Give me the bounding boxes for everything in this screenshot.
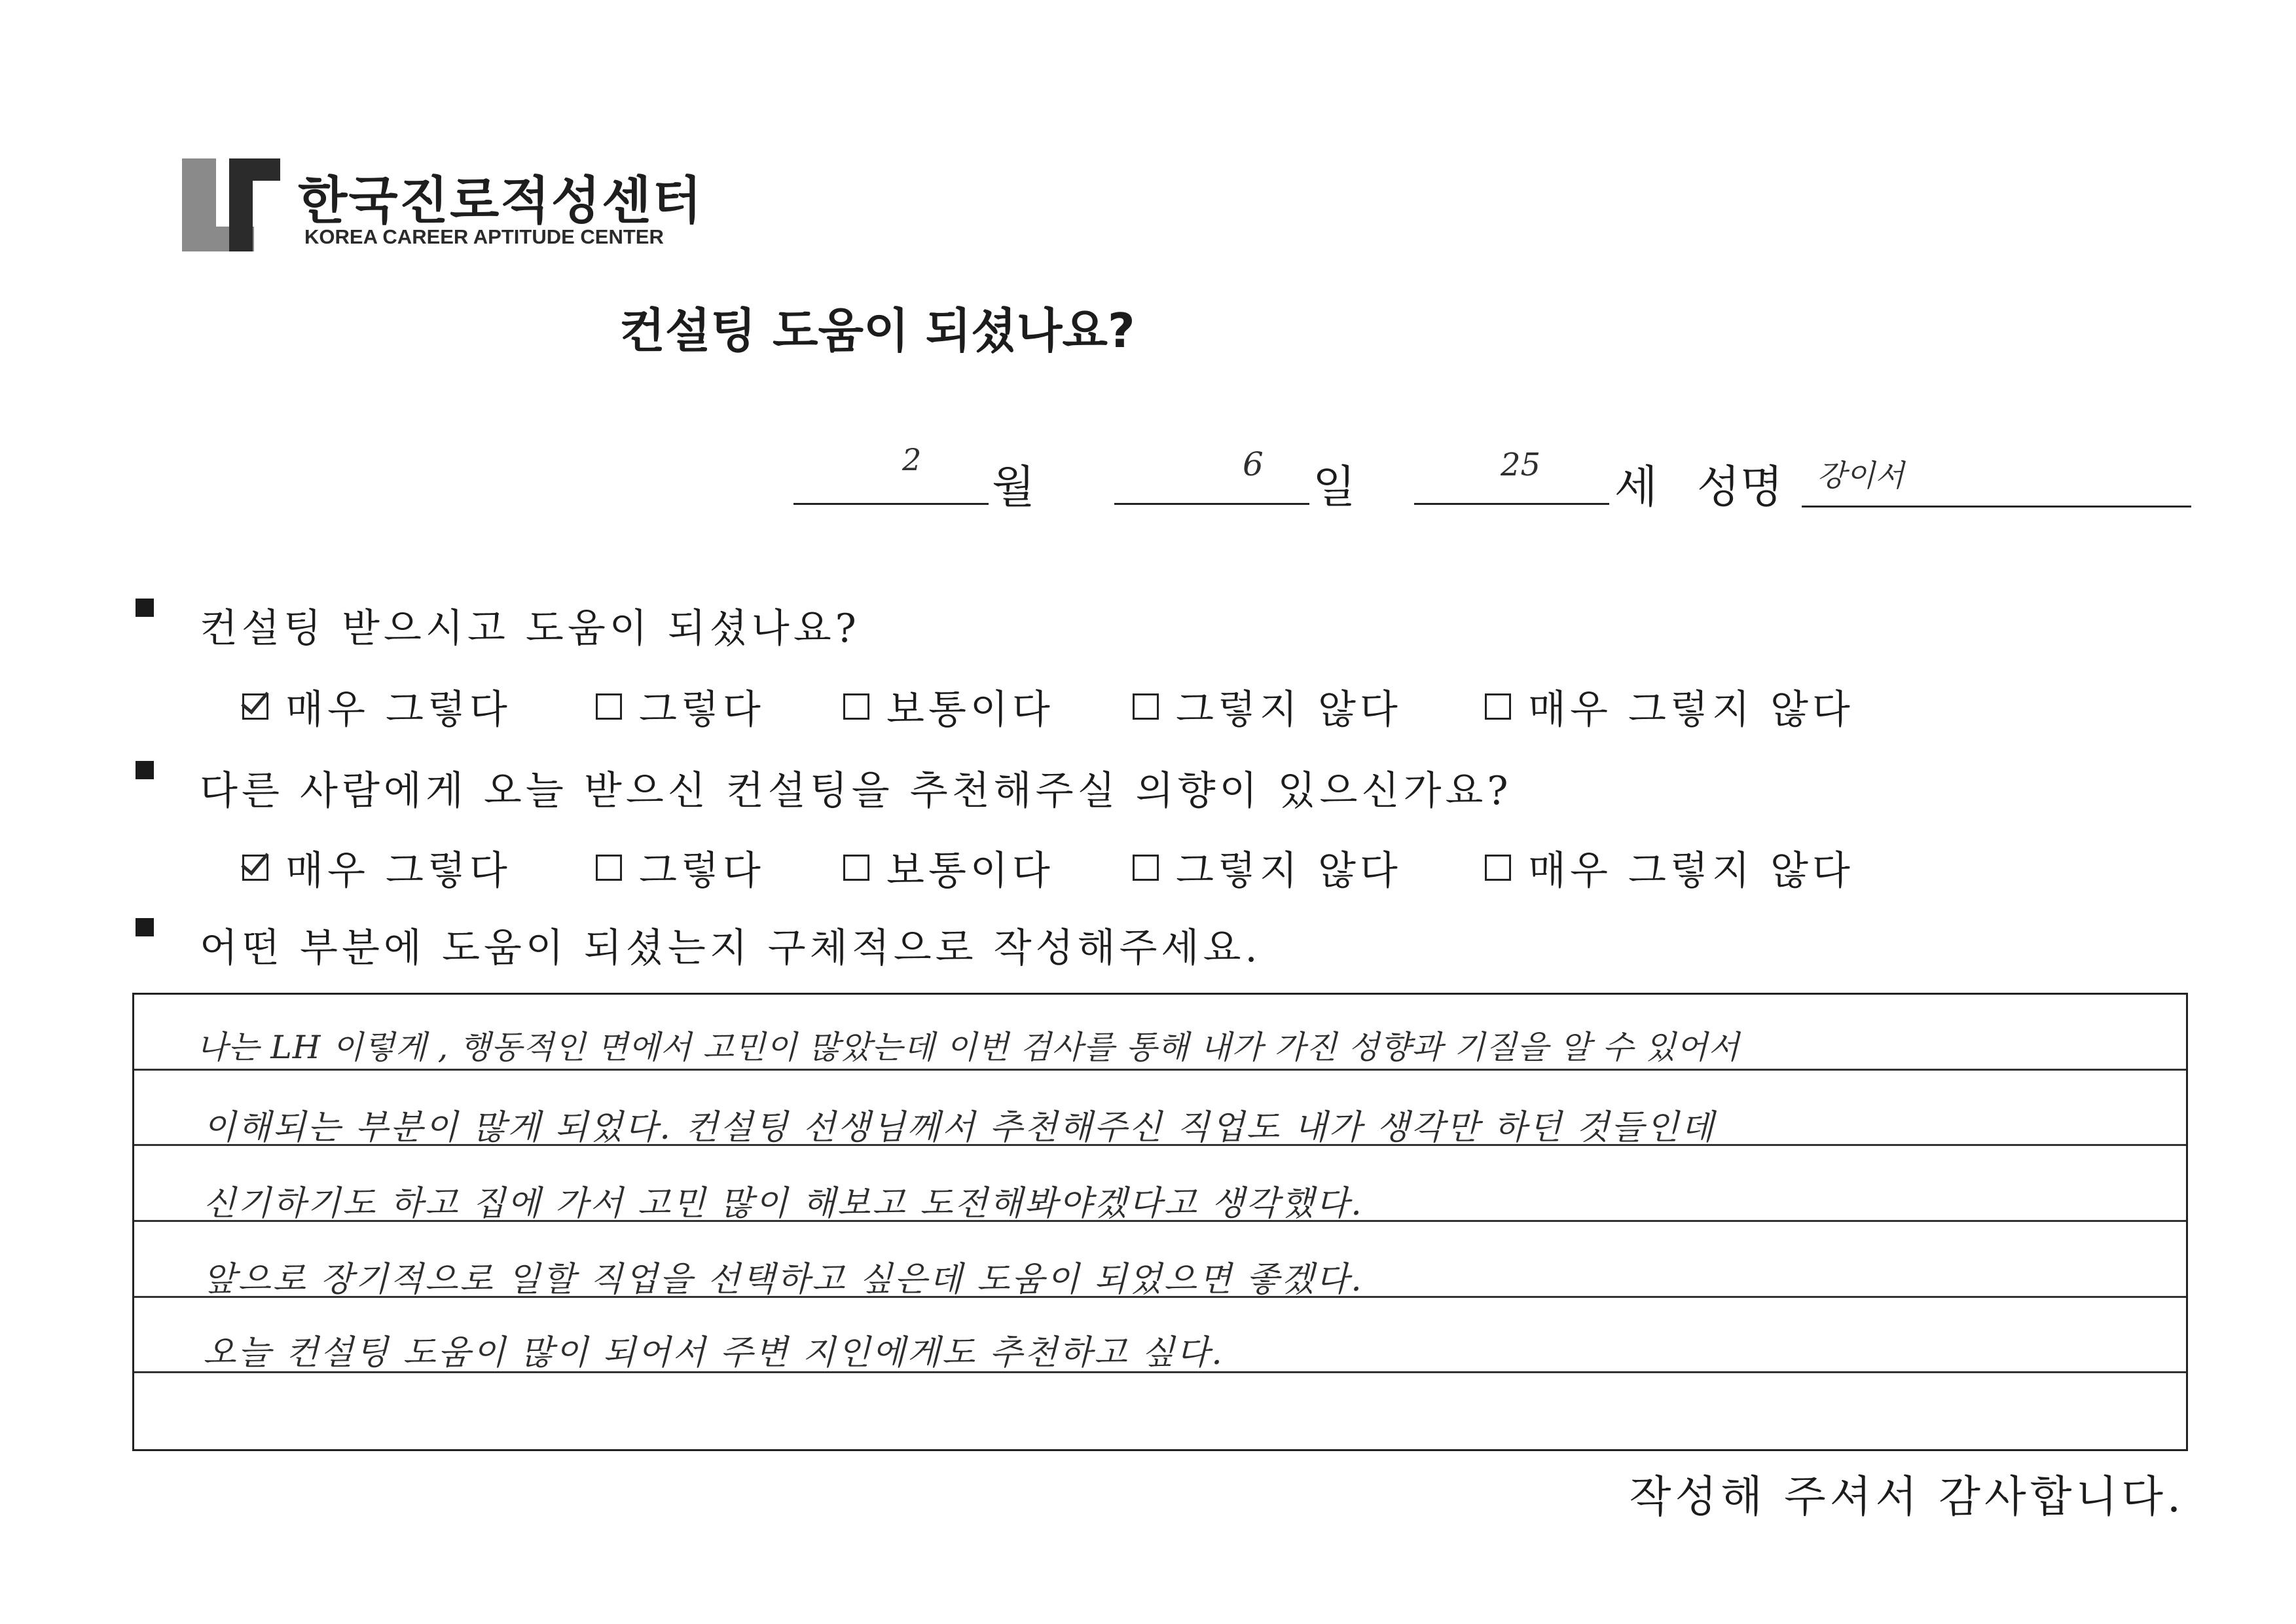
- checkbox-checked-icon[interactable]: [242, 693, 268, 720]
- logo-name-korean: 한국진로적성센터: [298, 172, 703, 231]
- bullet-icon: [136, 918, 154, 936]
- name-value[interactable]: 강이서: [1817, 458, 1904, 493]
- age-label: 세: [1614, 462, 1658, 513]
- q1-option-disagree[interactable]: [1133, 678, 1402, 735]
- comment-line-2: 이해되는 부분이 많게 되었다. 컨설팅 선생님께서 추천해주신 직업도 내가 생각만 하던 것들인데: [203, 1108, 1716, 1147]
- checkbox-checked-icon[interactable]: [242, 855, 268, 881]
- option-label: 보통이다: [886, 848, 1054, 894]
- q2-option-neutral[interactable]: [843, 840, 1054, 896]
- row-divider: [134, 1069, 2186, 1071]
- name-underline: [1802, 506, 2191, 507]
- month-label: 월: [992, 462, 1035, 513]
- bullet-icon: [136, 761, 154, 779]
- row-divider: [134, 1296, 2186, 1298]
- row-divider: [134, 1144, 2186, 1146]
- comment-box[interactable]: [132, 993, 2188, 1451]
- page-title: 컨설팅 도움이 되셨나요?: [619, 303, 1135, 358]
- option-label: 매우 그렇다: [285, 687, 511, 733]
- checkbox-icon[interactable]: [596, 693, 622, 720]
- age-underline: [1414, 503, 1609, 505]
- month-underline: [793, 503, 989, 505]
- name-label: 성명: [1697, 462, 1783, 513]
- option-label: 그렇지 않다: [1176, 687, 1402, 733]
- comment-line-3: 신기하기도 하고 집에 가서 고민 많이 해보고 도전해봐야겠다고 생각했다.: [203, 1184, 1364, 1223]
- option-label: 그렇지 않다: [1176, 848, 1402, 894]
- q2-option-agree[interactable]: [596, 840, 765, 896]
- logo-name-english: KOREA CAREER APTITUDE CENTER: [304, 225, 664, 248]
- day-label: 일: [1313, 462, 1356, 513]
- q2-option-disagree[interactable]: [1133, 840, 1402, 896]
- comment-line-4: 앞으로 장기적으로 일할 직업을 선택하고 싶은데 도움이 되었으면 좋겠다.: [203, 1260, 1364, 1299]
- q1-option-neutral[interactable]: [843, 678, 1054, 735]
- checkbox-icon[interactable]: [1485, 693, 1511, 720]
- checkbox-icon[interactable]: [843, 855, 869, 881]
- q2-option-very-disagree[interactable]: [1485, 840, 1854, 896]
- question-2: 다른 사람에게 오늘 받으신 컨설팅을 추천해주실 의향이 있으신가요?: [200, 768, 1512, 814]
- day-value[interactable]: 6: [1243, 445, 1264, 483]
- row-divider: [134, 1220, 2186, 1222]
- question-3: 어떤 부분에 도움이 되셨는지 구체적으로 작성해주세요.: [200, 925, 1262, 971]
- option-label: 보통이다: [886, 687, 1054, 733]
- q1-option-very-agree[interactable]: [242, 678, 511, 735]
- bullet-icon: [136, 599, 154, 617]
- row-divider: [134, 1371, 2186, 1373]
- checkbox-icon[interactable]: [1133, 855, 1159, 881]
- checkbox-icon[interactable]: [1133, 693, 1159, 720]
- age-value[interactable]: 25: [1501, 447, 1541, 483]
- comment-line-1: 나는 LH 이렇게 , 행동적인 면에서 고민이 많았는데 이번 검사를 통해 내가 가진 성향과 기질을 알 수 있어서: [196, 1029, 1740, 1066]
- question-1: 컨설팅 받으시고 도움이 되셨나요?: [200, 606, 860, 652]
- day-underline: [1114, 503, 1309, 505]
- logo-mark-icon: [182, 158, 280, 251]
- q1-option-very-disagree[interactable]: [1485, 678, 1854, 735]
- option-label: 매우 그렇지 않다: [1528, 848, 1854, 894]
- checkbox-icon[interactable]: [1485, 855, 1511, 881]
- comment-line-5: 오늘 컨설팅 도움이 많이 되어서 주변 지인에게도 추천하고 싶다.: [203, 1333, 1224, 1373]
- q1-option-agree[interactable]: [596, 678, 765, 735]
- q2-option-very-agree[interactable]: [242, 840, 511, 896]
- month-value[interactable]: 2: [902, 442, 922, 477]
- option-label: 그렇다: [639, 687, 765, 733]
- option-label: 그렇다: [639, 848, 765, 894]
- option-label: 매우 그렇다: [285, 848, 511, 894]
- checkbox-icon[interactable]: [596, 855, 622, 881]
- checkbox-icon[interactable]: [843, 693, 869, 720]
- thanks-message: 작성해 주셔서 감사합니다.: [1629, 1471, 2185, 1522]
- option-label: 매우 그렇지 않다: [1528, 687, 1854, 733]
